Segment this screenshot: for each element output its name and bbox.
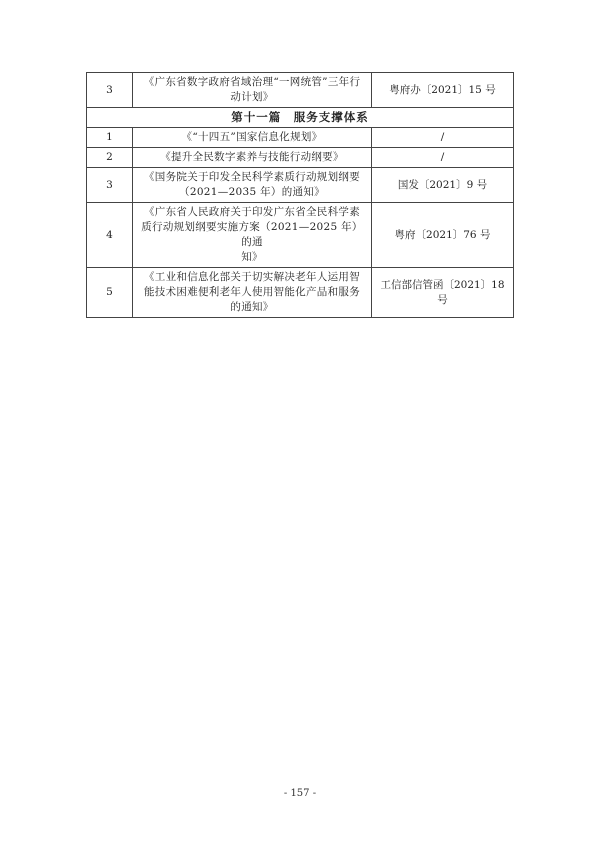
document-title xyxy=(133,128,372,148)
section-header-row xyxy=(87,108,514,128)
document-title xyxy=(133,268,372,318)
document-title-line: 的通知》 xyxy=(230,301,274,313)
section-title: 第十一篇 服务支撑体系 xyxy=(87,108,514,128)
row-number: 5 xyxy=(87,268,133,318)
row-number: 3 xyxy=(87,73,133,108)
document-title-line: 能技术困难便利老年人使用智能化产品和服务 xyxy=(144,286,360,298)
row-number: 1 xyxy=(87,128,133,148)
row-number: 4 xyxy=(87,203,133,268)
table-row xyxy=(87,73,514,108)
policy-document-table xyxy=(86,72,514,318)
table-row xyxy=(87,268,514,318)
document-title-line: 《“十四五”国家信息化规划》 xyxy=(181,131,323,143)
row-number: 2 xyxy=(87,148,133,168)
table-row xyxy=(87,128,514,148)
document-title-line: 《提升全民数字素养与技能行动纲要》 xyxy=(160,151,344,163)
document-title-line: 《广东省人民政府关于印发广东省全民科学素 xyxy=(144,206,360,218)
document-title-line: 动计划》 xyxy=(230,91,274,103)
document-title-line: （2021—2035 年）的通知》 xyxy=(179,186,325,198)
document-number: 粤府〔2021〕76 号 xyxy=(372,203,514,268)
document-title-line: 《广东省数字政府省域治理“一网统管”三年行 xyxy=(143,76,361,88)
document-title xyxy=(133,168,372,203)
table-body xyxy=(87,73,514,318)
document-number: 粤府办〔2021〕15 号 xyxy=(372,73,514,108)
document-number: / xyxy=(372,128,514,148)
document-title xyxy=(133,73,372,108)
document-title xyxy=(133,203,372,268)
document-title-line: 《国务院关于印发全民科学素质行动规划纲要 xyxy=(144,171,360,183)
document-number: 工信部信管函〔2021〕18 号 xyxy=(372,268,514,318)
document-title-line: 《工业和信息化部关于切实解决老年人运用智 xyxy=(144,271,360,283)
table-row xyxy=(87,168,514,203)
table-row xyxy=(87,148,514,168)
table-row xyxy=(87,203,514,268)
document-title xyxy=(133,148,372,168)
document-title-line: 知》 xyxy=(241,251,263,263)
row-number: 3 xyxy=(87,168,133,203)
document-number: / xyxy=(372,148,514,168)
page-number: - 157 - xyxy=(283,788,317,799)
document-number: 国发〔2021〕9 号 xyxy=(372,168,514,203)
document-title-line: 质行动规划纲要实施方案（2021—2025 年）的通 xyxy=(141,221,363,248)
